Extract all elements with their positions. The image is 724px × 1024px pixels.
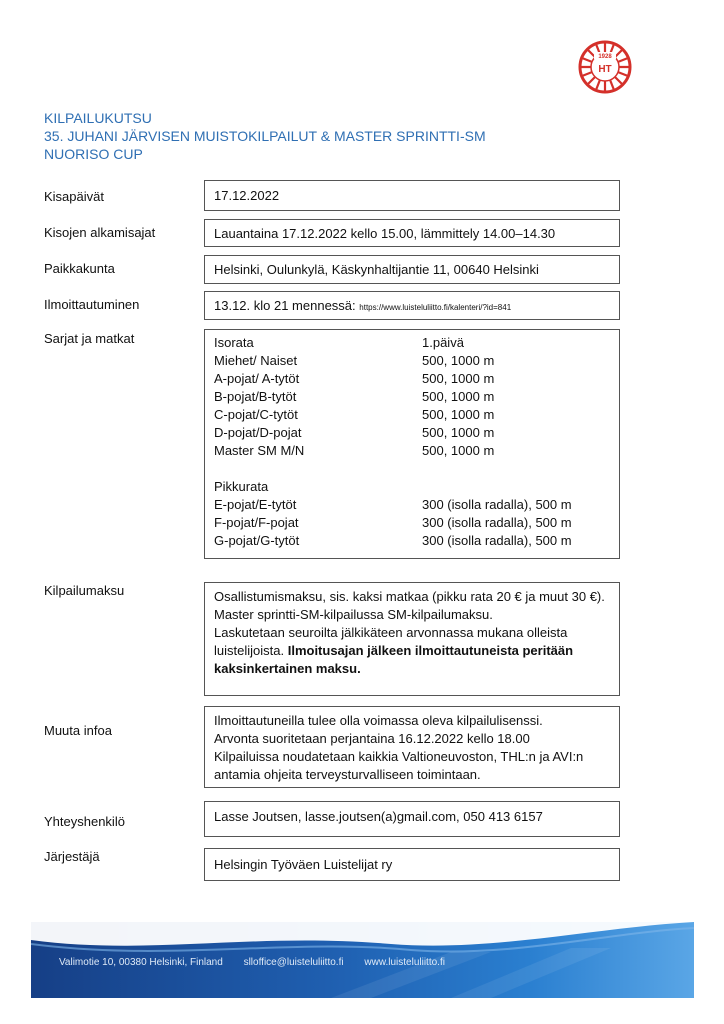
logo-letters: HT xyxy=(598,64,612,75)
field-sarjat xyxy=(204,329,620,559)
club-logo xyxy=(578,40,632,94)
value-ilmoittautuminen: 13.12. klo 21 mennessä: xyxy=(214,298,356,313)
info-line-2: Arvonta suoritetaan perjantaina 16.12.2022 kello 18.00 xyxy=(214,731,530,746)
footer-website[interactable]: www.luisteluliitto.fi xyxy=(364,957,445,968)
fee-line-3: Laskutetaan seuroilta jälkikäteen arvonnassa mukana olleista xyxy=(214,625,568,640)
info-line-4: antamia ohjeita terveysturvalliseen toimintaan. xyxy=(214,767,481,782)
field-ilmoittautuminen xyxy=(204,291,620,320)
list-item: G-pojat/G-tytöt 300 (isolla radalla), 500 m xyxy=(214,533,572,548)
field-yhteyshenkilo xyxy=(204,801,620,837)
list-item: D-pojat/D-pojat 500, 1000 m xyxy=(214,425,495,440)
field-paikkakunta xyxy=(204,255,620,284)
footer-address: Valimotie 10, 00380 Helsinki, Finland xyxy=(59,957,223,968)
footer-contact xyxy=(59,957,463,968)
field-muuta-infoa xyxy=(204,706,620,788)
fee-bold-2: kaksinkertainen maksu. xyxy=(214,661,361,676)
label-ilmoittautuminen: Ilmoittautuminen xyxy=(44,297,140,312)
footer-banner xyxy=(31,922,694,998)
document-heading xyxy=(44,109,486,163)
fee-line-2: Master sprintti-SM-kilpailussa SM-kilpailumaksu. xyxy=(214,607,493,622)
logo-year: 1928 xyxy=(598,54,612,60)
value-alkamisajat: Lauantaina 17.12.2022 kello 15.00, lämmittely 14.00–14.30 xyxy=(214,226,556,241)
footer-email[interactable]: slloffice@luisteluliitto.fi xyxy=(243,957,344,968)
value-paikkakunta: Helsinki, Oulunkylä, Käskynhaltijantie 11, 00640 Helsinki xyxy=(214,262,539,277)
label-sarjat: Sarjat ja matkat xyxy=(44,331,135,346)
list-item: Miehet/ Naiset 500, 1000 m xyxy=(214,353,495,368)
list-item: F-pojat/F-pojat 300 (isolla radalla), 500 m xyxy=(214,515,572,530)
field-kilpailumaksu xyxy=(204,582,620,696)
pikkurata-title: Pikkurata xyxy=(214,479,269,494)
field-alkamisajat xyxy=(204,219,620,247)
label-muuta-infoa: Muuta infoa xyxy=(44,723,112,738)
value-kisapaivat: 17.12.2022 xyxy=(214,188,280,203)
label-kisapaivat: Kisapäivät xyxy=(44,189,104,204)
list-item: C-pojat/C-tytöt 500, 1000 m xyxy=(214,407,495,422)
list-item: B-pojat/B-tytöt 500, 1000 m xyxy=(214,389,495,404)
label-paikkakunta: Paikkakunta xyxy=(44,261,115,276)
info-line-1: Ilmoittautuneilla tulee olla voimassa oleva kilpailulisenssi. xyxy=(214,713,543,728)
fee-line-4: luistelijoista. xyxy=(214,643,285,658)
label-kilpailumaksu: Kilpailumaksu xyxy=(44,583,125,598)
info-line-3: Kilpailuissa noudatetaan kaikkia Valtioneuvoston, THL:n ja AVI:n xyxy=(214,749,584,764)
list-item: A-pojat/ A-tytöt 500, 1000 m xyxy=(214,371,495,386)
fee-bold-1: Ilmoitusajan jälkeen ilmoittautuneista peritään xyxy=(287,643,574,658)
list-item: Master SM M/N 500, 1000 m xyxy=(214,443,495,458)
label-yhteyshenkilo: Yhteyshenkilö xyxy=(44,814,125,829)
field-jarjestaja xyxy=(204,848,620,881)
field-kisapaivat xyxy=(204,180,620,211)
registration-link[interactable]: https://www.luisteluliitto.fi/kalenteri/?id=841 xyxy=(359,303,512,312)
heading-line-3: NUORISO CUP xyxy=(44,146,143,162)
value-jarjestaja: Helsingin Työväen Luistelijat ry xyxy=(214,857,393,872)
list-item: Isorata 1.päivä xyxy=(214,335,464,350)
value-yhteyshenkilo: Lasse Joutsen, lasse.joutsen(a)gmail.com, 050 413 6157 xyxy=(214,809,543,824)
heading-line-1: KILPAILUKUTSU xyxy=(44,110,152,126)
heading-line-2: 35. JUHANI JÄRVISEN MUISTOKILPAILUT & MASTER SPRINTTI-SM xyxy=(44,128,486,144)
fee-line-1: Osallistumismaksu, sis. kaksi matkaa (pikku rata 20 € ja muut 30 €). xyxy=(214,589,605,604)
label-jarjestaja: Järjestäjä xyxy=(44,849,100,864)
list-item: E-pojat/E-tytöt 300 (isolla radalla), 500 m xyxy=(214,497,572,512)
label-alkamisajat: Kisojen alkamisajat xyxy=(44,225,156,240)
